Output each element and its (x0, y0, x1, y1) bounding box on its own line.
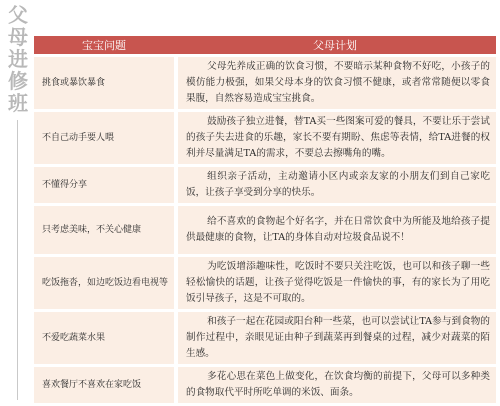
table-row (34, 167, 496, 203)
section-title-char: 班 (8, 91, 28, 115)
problem-cell: 不爱吃蔬菜水果 (34, 312, 174, 364)
section-title-char: 父 (8, 3, 28, 27)
plan-cell: 鼓励孩子独立进餐，替TA买一些图案可爱的餐具，不要让乐于尝试的孩子失去进食的乐趣，家长不要有期盼、焦虑等表情，给TA进餐的权利并尽量满足TA的需求，不要总去擦嘴角的嘴。 (174, 112, 496, 164)
plan-cell: 和孩子一起在花园或阳台种一些菜，也可以尝试让TA参与到食物的制作过程中，亲眼见证由种子到蔬菜再到餐桌的过程，减少对蔬菜的陌生感。 (174, 312, 496, 364)
problem-cell: 喜欢餐厅不喜欢在家吃饭 (34, 367, 174, 403)
problem-cell: 挑食或暴饮暴食 (34, 57, 174, 109)
header-plan: 父母计划 (174, 36, 496, 54)
plan-cell: 给不喜欢的食物起个好名字，并在日常饮食中为所能及地给孩子提供最健康的食物，让TA的身体自动对垃圾食品说不！ (174, 206, 496, 254)
section-title-char: 修 (8, 69, 28, 93)
problem-cell: 只考虑美味，不关心健康 (34, 206, 174, 254)
table-row (34, 57, 496, 109)
table-row (34, 312, 496, 364)
table-row (34, 112, 496, 164)
section-divider-line (17, 120, 18, 400)
table-header-row (34, 36, 496, 54)
problem-cell: 不懂得分享 (34, 167, 174, 203)
parenting-plan-table (34, 33, 496, 406)
section-title-char: 进 (8, 47, 28, 71)
plan-cell: 多花心思在菜色上做变化，在饮食均衡的前提下，父母可以多种类的食物取代平时所吃单调的米饭、面条。 (174, 367, 496, 403)
plan-cell: 父母先养成正确的饮食习惯，不要暗示某种食物不好吃，小孩子的模仿能力极强，如果父母本身的饮食习惯不健康，或者常常随便以零食果腹，自然容易造成宝宝挑食。 (174, 57, 496, 109)
section-title-char: 母 (8, 25, 28, 49)
problem-cell: 吃饭拖沓，如边吃饭边看电视等 (34, 257, 174, 309)
plan-cell: 组织亲子活动，主动邀请小区内或亲友家的小朋友们到自己家吃饭，让孩子享受到分享的快乐。 (174, 167, 496, 203)
table-row (34, 206, 496, 254)
table-row (34, 257, 496, 309)
problem-cell: 不自己动手要人喂 (34, 112, 174, 164)
section-title (6, 4, 30, 114)
header-problem: 宝宝问题 (34, 36, 174, 54)
table-row (34, 367, 496, 403)
plan-cell: 为吃饭增添趣味性，吃饭时不要只关注吃饭，也可以和孩子聊一些轻松愉快的话题，让孩子觉得吃饭是一件愉快的事，有的家长为了用吃饭引导孩子，这是不可取的。 (174, 257, 496, 309)
